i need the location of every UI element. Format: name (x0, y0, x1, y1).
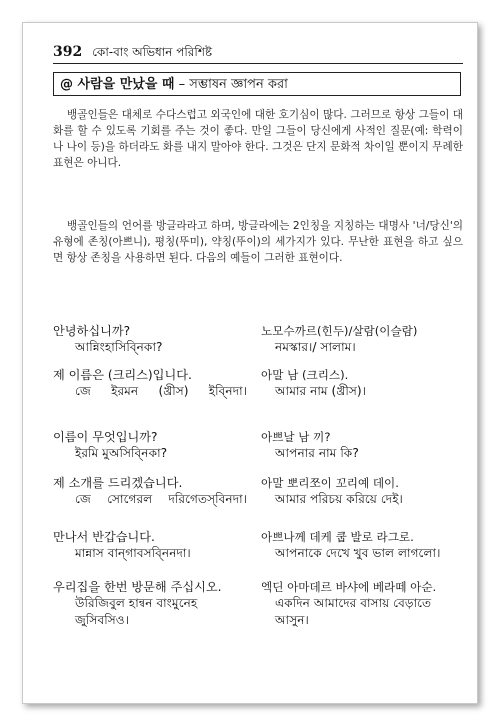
bengali-transliteration: জে সোগেরল দরিগেতস্‌বিনদা। (75, 492, 247, 506)
korean-phrase: 안녕하십니까? (53, 324, 131, 338)
korean-phrase: 우리집을 한번 방문해 주십시오. (53, 580, 222, 594)
bengali-transliteration: ইরমি মুঅসিব্নিকা? (75, 446, 168, 460)
page-header (53, 41, 463, 64)
intro-paragraph-2 (53, 218, 463, 266)
phrase-right (261, 367, 465, 400)
phrase-right (261, 579, 465, 629)
phrase-row (53, 323, 465, 367)
phrase-right (261, 429, 465, 462)
phrase-row (53, 429, 465, 475)
book-page (22, 22, 478, 704)
korean-transliteration: 아말 뽀리쪼이 꼬리예 데이. (261, 476, 399, 490)
phrase-row (53, 579, 465, 649)
phrase-left (53, 429, 253, 462)
bengali-phrase: আপনার নাম কি? (275, 446, 359, 460)
korean-phrase: 제 소개를 드리겠습니다. (53, 476, 183, 490)
phrase-row (53, 475, 465, 529)
korean-transliteration: 노모수까르(힌두)/살람(이슬람) (261, 324, 418, 338)
korean-transliteration: 아쁘나께 데케 쿱 발로 라그로. (261, 530, 414, 544)
bengali-phrase: নমস্কার।/ সালাম। (275, 340, 356, 354)
paragraph-text: 뱅골인들은 대체로 수다스럽고 외국인에 대한 호기심이 많다. 그러므로 항상 그들이 대화를 할 수 있도록 기회를 주는 것이 좋다. 만일 그들이 당신에게 사적인 질문(예: 학력이나 나이 등)을 하더라도 화를 내지 말아야 한다. 그것은 단지 문화적 차이일 뿐이지 무례한 표현은 아니다. (53, 109, 463, 169)
bengali-phrase: একদিন আমাদের বাসায় বেড়াতে আসুন। (275, 596, 432, 627)
korean-transliteration: 엑딘 아마데르 바샤에 베라떼 아순. (261, 580, 437, 594)
section-title-bengali: – সম্ভাষন জ্ঞাপন করা (178, 77, 288, 92)
bengali-transliteration: উরিজিবুল হান্বন বাংমুনেহ জুসিবসিও। (75, 596, 198, 627)
running-title: কো-বাং অভিধান পরিশিষ্ট (92, 45, 213, 59)
phrase-left (53, 323, 253, 356)
page-number: 392 (53, 44, 83, 60)
phrase-right (261, 323, 465, 356)
korean-phrase: 만나서 반갑습니다. (53, 530, 155, 544)
section-title-korean: @ 사람을 만났을 때 (60, 77, 175, 92)
bengali-transliteration: জে ইরমন (খ্রীস) ইব্নিদা। (75, 384, 247, 398)
phrase-left (53, 367, 253, 400)
bengali-phrase: আমার পরিচয় করিয়ে দেই। (275, 492, 403, 506)
bengali-phrase: আমার নাম (খ্রীস)। (275, 384, 367, 398)
korean-transliteration: 아말 남 (크리스). (261, 368, 349, 382)
korean-transliteration: 아쁘날 남 끼? (261, 430, 331, 444)
intro-paragraph-1 (53, 107, 463, 171)
section-title-box (53, 72, 461, 96)
phrase-left (53, 475, 253, 508)
bengali-phrase: আপনাকে দেখে খুব ভাল লাগলো। (275, 546, 441, 560)
phrase-row (53, 367, 465, 429)
phrase-left (53, 579, 253, 629)
korean-phrase: 이름이 무엇입니까? (53, 430, 158, 444)
phrase-list (53, 323, 465, 649)
bengali-transliteration: আন্নিংহাসিব্নিকা? (75, 340, 163, 354)
bengali-transliteration: মান্নাস বান্গাবসব্নিনদা। (75, 546, 191, 560)
phrase-right (261, 529, 465, 562)
korean-phrase: 제 이름은 (크리스)입니다. (53, 368, 192, 382)
phrase-right (261, 475, 465, 508)
phrase-row (53, 529, 465, 579)
phrase-left (53, 529, 253, 562)
paragraph-text: 뱅골인들의 언어를 방글라라고 하며, 방글라에는 2인칭을 지칭하는 대명사 '너/당신'의 유형에 존칭(아쁘니), 평칭(뚜미), 약칭(뚜이)의 세가지가 있다. 무난한 표현을 하고 싶으면 항상 존칭을 사용하면 된다. 다음의 예들이 그러한 표현이다. (53, 220, 463, 264)
